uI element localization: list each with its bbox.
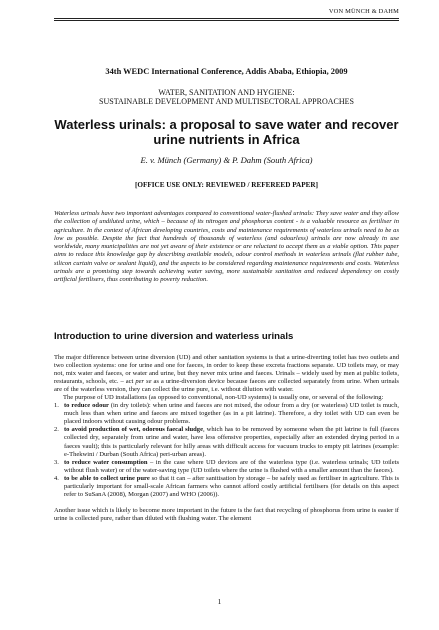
paper-title	[54, 117, 399, 147]
list-item	[54, 459, 399, 475]
theme-line-1: WATER, SANITATION AND HYGIENE:	[158, 88, 295, 97]
list-item-text: , which has to be removed by someone when the pit latrine is full (faeces collected dry, separately from urine and water, have less offensive properties, especially after an extended drying period in a faeces vault); this is particularly relevant for hilly areas with difficult access for vacuum trucks to empty pit latrines (example: e-Thekwini / Durban (South Africa) peri-urban areas).	[64, 426, 400, 458]
paragraph-1-text-b: as a urine-diversion device because faeces are collected separately from urine. When urinals are of the waterless version, they can collect the urine pure, i.e. without dilution with water.	[54, 378, 399, 394]
paper-title-line-2: urine nutrients in Africa	[153, 132, 300, 147]
list-item	[54, 402, 399, 426]
list-item-number: 4.	[54, 474, 59, 482]
list-item-number: 3.	[54, 458, 59, 466]
paragraph-2: The purpose of UD installations (as opposed to conventional, non-UD systems) is usually one, or several of the following:	[63, 394, 384, 402]
list-item-lead: to be able to collect urine pure	[64, 474, 150, 482]
authors: E. v. Münch (Germany) & P. Dahm (South Africa)	[140, 155, 313, 165]
conference-line: 34th WEDC International Conference, Addis Ababa, Ethiopia, 2009	[105, 67, 348, 76]
list-item-number: 1.	[54, 402, 59, 410]
paragraph-3: Another issue which is likely to become more important in the future is the fact that recycling of phosphorus from urine is easier if urine is collected pure, rather than diluted with flushing water. The element	[54, 506, 399, 522]
list-item-text: so that it can – after sanitisation by storage – be safely used as fertiliser in agriculture. This is particularly important for small-scale African farmers who cannot afford costly artificial fertilisers (for details on this aspect refer to SuSanA (2008), Morgan (2007) and WHO (2006)).	[64, 474, 399, 498]
theme-line-2: SUSTAINABLE DEVELOPMENT AND MULTISECTORAL APPROACHES	[99, 97, 354, 106]
paragraph-1-text-a: The major difference between urine diversion (UD) and other sanitation systems is that a urine-diverting toilet has two outlets and two collection systems: one for urine and one for faeces, in order to keep these excreta fractions separate. UD toilets may, or may not, mix water and faeces, or water and urine, but they never mix urine and faeces. Urinals – widely used by men at public toilets, restaurants, schools, etc. – act	[54, 354, 399, 386]
page-number: 1	[217, 597, 222, 606]
section-body	[54, 354, 399, 523]
list-item-lead: to reduce odour	[64, 402, 109, 410]
list-item-number: 2.	[54, 426, 59, 434]
paragraph-1	[54, 354, 399, 394]
list-item-text: – in the case where UD devices are of the waterless type (i.e. waterless urinals; UD toilets without flush water) or of the water-saving type (UD toilets where the urine is flushed with a smaller amount than the faeces).	[64, 458, 400, 474]
list-item	[54, 426, 399, 458]
purpose-list	[54, 402, 399, 499]
list-item-lead: to avoid production of wet, odorous faecal sludge	[64, 426, 203, 434]
abstract: Waterless urinals have two important advantages compared to conventional water-flushed urinals: They save water and they allow the collection of undiluted urine, which – because of its nitrogen and phosphorus content - is a valuable resource as fertiliser in agriculture. In the context of African developing countries, costs and maintenance requirements of waterless urinals need to be as low as possible. Despite the fact that hundreds of thousands of waterless (and odourless) urinals are now already in use worldwide, many municipalities are not yet aware of their existence or are reluctant to accept them as a viable option. This paper aims to reduce this knowledge gap by describing available models, odour control methods in waterless urinals (flat rubber tube, silicon curtain valve or sealant liquid), and the aspects to be considered regarding maintenance requirements and costs. Waterless urinals are a promising step towards achieving water saving, more sustainable sanitation and reduced dependency on costly artificial fertilisers, thus contributing to poverty reduction.	[54, 210, 399, 283]
section-heading: Introduction to urine diversion and waterless urinals	[54, 331, 294, 342]
list-item-text: (in dry toilets): when urine and faeces are not mixed, the odour from a dry (or waterless) UD toilet is much, much less than when urine and faeces are mixed together (as in a pit latrine). Therefore, a dry toilet with UD can even be placed indoors without causing odour problems.	[64, 402, 399, 426]
paragraph-gap	[54, 499, 399, 507]
paper-title-line-1: Waterless urinals: a proposal to save water and recover	[54, 117, 399, 132]
header-rule-bottom	[54, 20, 399, 21]
paragraph-1-italic: per se	[135, 378, 152, 386]
office-use-note: [OFFICE USE ONLY: REVIEWED / REFEREED PAPER]	[134, 181, 319, 189]
running-head: VON MÜNCH & DAHM	[328, 8, 399, 15]
list-item	[54, 475, 399, 499]
list-item-lead: to reduce water consumption	[64, 458, 148, 466]
header-rule-top	[54, 18, 399, 19]
